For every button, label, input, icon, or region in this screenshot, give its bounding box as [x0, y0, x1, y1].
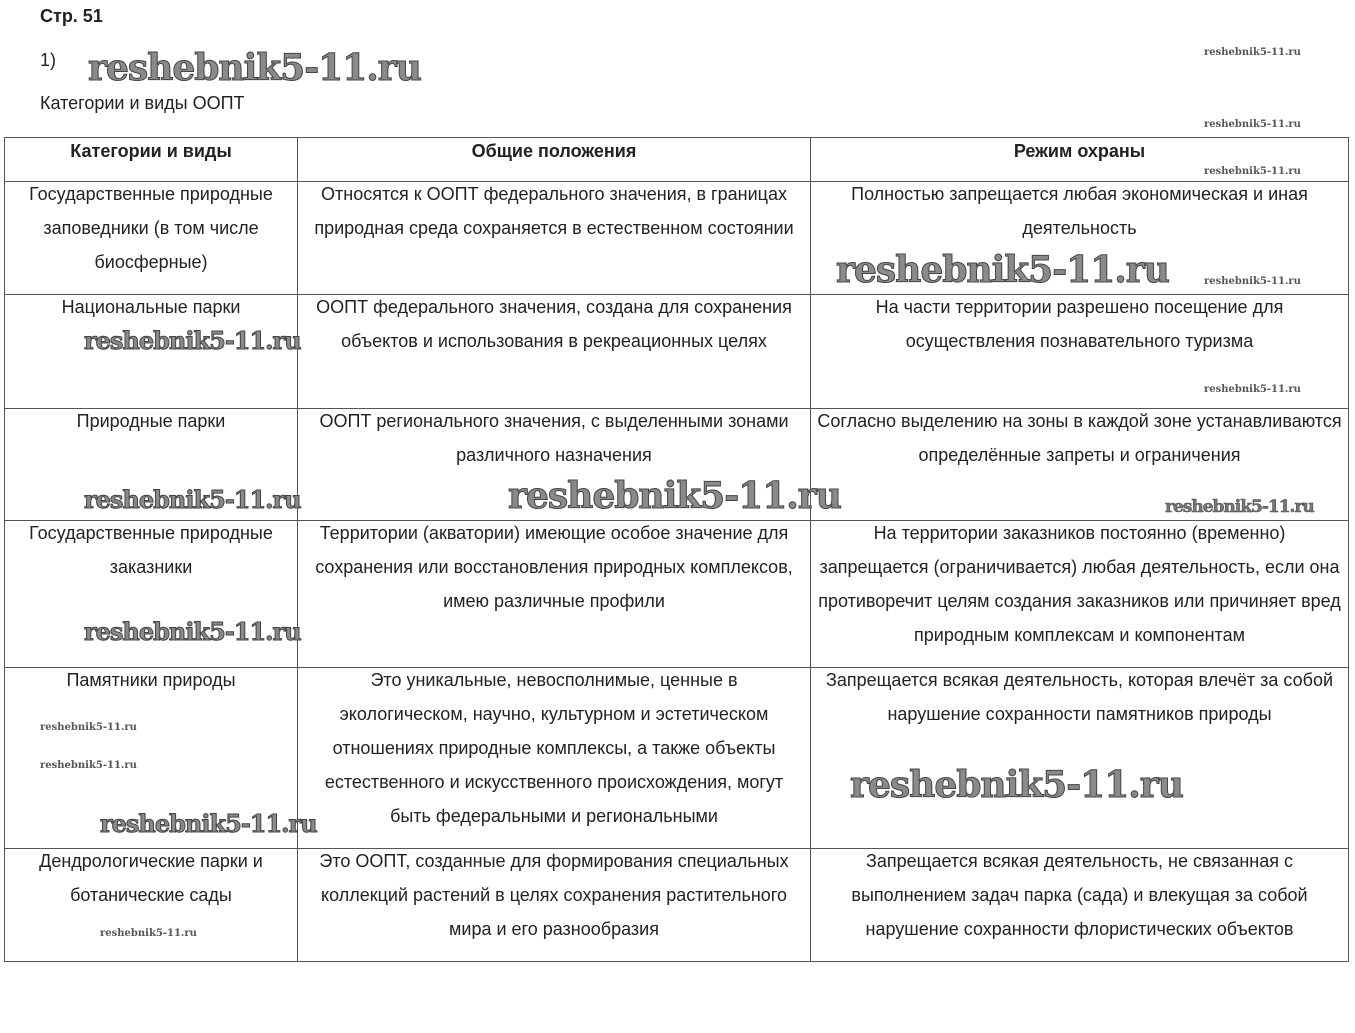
- cell-protection: Запрещается всякая деятельность, которая влечёт за собой нарушение сохранности памятников природы: [825, 670, 1334, 724]
- watermark: reshebnik5-11.ru: [84, 617, 301, 646]
- watermark: reshebnik5-11.ru: [84, 326, 301, 355]
- header-general: Общие положения: [298, 138, 811, 182]
- cell-general: ООПТ федерального значения, создана для сохранения объектов и использования в рекреационных целях: [316, 297, 792, 351]
- watermark: reshebnik5-11.ru: [1204, 384, 1301, 395]
- cell-protection: На части территории разрешено посещение для осуществления познавательного туризма: [875, 297, 1284, 351]
- cell-general: Это уникальные, невосполнимые, ценные в экологическом, научно, культурном и эстетическом отношениях природные комплексы, а также объекты естественного и искусственного происхождения, могут быть федеральными и региональными: [324, 670, 784, 826]
- watermark: reshebnik5-11.ru: [1165, 497, 1314, 517]
- watermark: reshebnik5-11.ru: [1204, 276, 1301, 287]
- cell-category: Природные парки: [76, 411, 226, 431]
- cell-category: Памятники природы: [66, 670, 236, 690]
- header-protection: Режим охраны: [811, 138, 1349, 182]
- table-row: [5, 849, 1349, 962]
- watermark: reshebnik5-11.ru: [836, 249, 1169, 291]
- cell-protection: Полностью запрещается любая экономическая и иная деятельность: [851, 184, 1308, 238]
- watermark: reshebnik5-11.ru: [1204, 166, 1301, 177]
- watermark: reshebnik5-11.ru: [40, 760, 137, 771]
- cell-protection: Запрещается всякая деятельность, не связанная с выполнением задач парка (сада) и влекущая за собой нарушение сохранности флористических объектов: [851, 851, 1308, 939]
- watermark: reshebnik5-11.ru: [88, 47, 421, 89]
- cell-category: Национальные парки: [61, 297, 241, 317]
- cell-category: Государственные природные заказники: [29, 523, 273, 577]
- cell-protection: На территории заказников постоянно (временно) запрещается (ограничивается) любая деятельность, если она противоречит целям создания заказников или причиняет вред природным комплексам и компонентам: [818, 523, 1341, 645]
- watermark: reshebnik5-11.ru: [100, 928, 197, 939]
- watermark: reshebnik5-11.ru: [850, 764, 1183, 806]
- cell-general: Территории (акватории) имеющие особое значение для сохранения или восстановления природных комплексов, имею различные профили: [315, 523, 793, 611]
- watermark: reshebnik5-11.ru: [1204, 47, 1301, 58]
- cell-general: Это ООПТ, созданные для формирования специальных коллекций растений в целях сохранения растительного мира и его разнообразия: [319, 851, 789, 939]
- cell-protection: Согласно выделению на зоны в каждой зоне устанавливаются определённые запреты и ограничения: [817, 411, 1342, 465]
- watermark: reshebnik5-11.ru: [1204, 119, 1301, 130]
- cell-category: Дендрологические парки и ботанические сады: [39, 851, 263, 905]
- watermark: reshebnik5-11.ru: [84, 485, 301, 514]
- task-number: 1): [40, 50, 57, 70]
- page-label: Стр. 51: [40, 6, 103, 26]
- cell-general: Относятся к ООПТ федерального значения, в границах природная среда сохраняется в естественном состоянии: [314, 184, 794, 238]
- watermark: reshebnik5-11.ru: [508, 475, 841, 517]
- watermark: reshebnik5-11.ru: [40, 722, 137, 733]
- cell-category: Государственные природные заповедники (в том числе биосферные): [29, 184, 273, 272]
- watermark: reshebnik5-11.ru: [100, 809, 317, 838]
- table-header-row: [5, 138, 1349, 182]
- header-categories: Категории и виды: [5, 138, 298, 182]
- cell-general: ООПТ регионального значения, с выделенными зонами различного назначения: [319, 411, 789, 465]
- table-caption: Категории и виды ООПТ: [40, 93, 245, 113]
